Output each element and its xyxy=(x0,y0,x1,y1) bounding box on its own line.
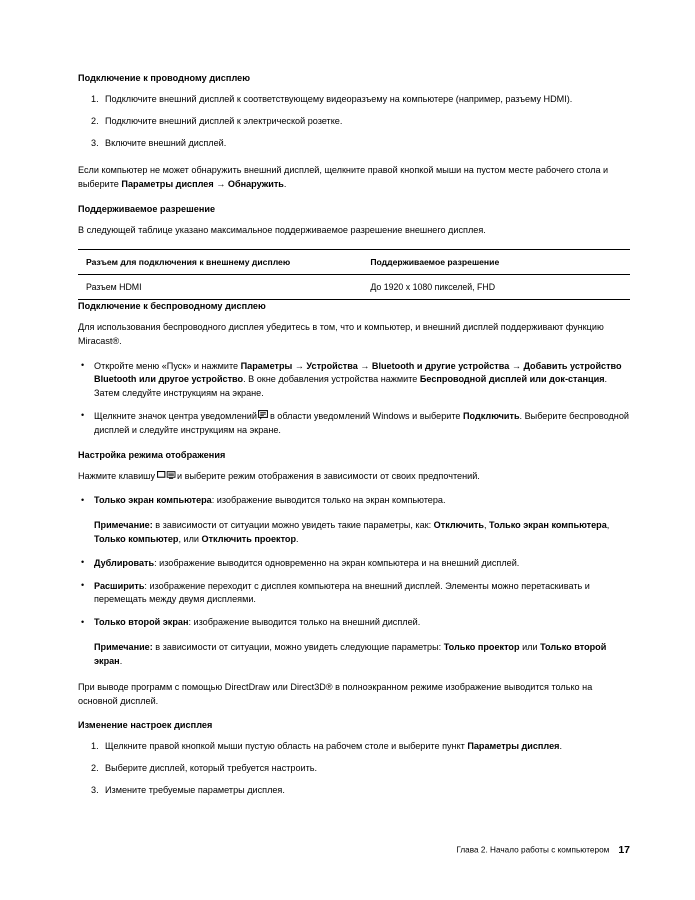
list-item xyxy=(78,762,630,776)
footer-chapter-label: Глава 2. Начало работы с компьютером xyxy=(456,845,610,855)
note-label: Примечание: xyxy=(94,642,153,653)
step-text: Выберите дисплей, который требуется настроить. xyxy=(105,763,318,774)
page-footer xyxy=(78,844,630,858)
text-fragment: Нажмите клавишу xyxy=(78,470,156,481)
text-bold: Расширить xyxy=(94,580,145,591)
table-cell: До 1920 x 1080 пикселей, FHD xyxy=(362,274,630,299)
text-bold: Только экран компьютера xyxy=(94,495,212,506)
table-header-row xyxy=(78,249,630,274)
text-bold: Только экран компьютера xyxy=(489,520,607,531)
text-fragment: , или xyxy=(178,534,202,544)
text-fragment: в области уведомлений Windows и выберите xyxy=(269,410,464,421)
text-fragment: и выберите режим отображения в зависимости от своих предпочтений. xyxy=(177,470,480,481)
text-fragment: . xyxy=(283,179,287,190)
list-item xyxy=(78,360,630,401)
text-bold: Отключить проектор xyxy=(201,534,297,544)
text-fragment: : изображение выводится одновременно на экран компьютера и на внешний дисплей. xyxy=(154,557,520,568)
text-fragment: , xyxy=(483,520,490,531)
wireless-display-bullets xyxy=(78,360,630,438)
text-fragment: . xyxy=(119,655,123,666)
text-fragment: в зависимости от ситуации, можно увидеть следующие параметры: xyxy=(152,642,444,653)
note-label: Примечание: xyxy=(94,520,153,531)
text-bold: Подключить xyxy=(463,410,520,421)
list-item xyxy=(78,93,630,107)
text-bold: Только компьютер xyxy=(94,534,179,544)
text-bold: Только второй экран xyxy=(94,642,607,666)
wired-display-steps xyxy=(78,93,630,150)
list-item xyxy=(78,580,630,608)
text-bold: Только второй экран xyxy=(94,617,189,628)
display-mode-list xyxy=(78,494,630,508)
text-bold: Беспроводной дисплей или док-станция xyxy=(419,374,605,385)
text-fragment: или xyxy=(519,642,541,653)
step-text: Подключите внешний дисплей к соответствующему видеоразъему на компьютере (например, разъему HDMI). xyxy=(105,94,573,104)
list-item xyxy=(78,740,630,754)
text-fragment: . xyxy=(559,741,562,752)
table-cell: Разъем HDMI xyxy=(78,274,362,299)
text-fragment: Откройте меню «Пуск» и нажмите xyxy=(94,360,241,371)
heading-wired-display: Подключение к проводному дисплею xyxy=(78,73,251,83)
footer-page-number: 17 xyxy=(618,844,630,857)
text-fragment: . xyxy=(296,534,299,544)
page-content xyxy=(78,72,630,809)
text-fragment: Щелкните правой кнопкой мыши пустую область на рабочем столе и выберите пункт xyxy=(105,741,468,752)
table-column-header: Поддерживаемое разрешение xyxy=(362,249,630,274)
display-mode-list-continued xyxy=(78,557,630,630)
change-settings-steps xyxy=(78,740,630,797)
list-item xyxy=(78,784,630,798)
notification-center-icon xyxy=(258,410,268,420)
text-bold: Только проектор xyxy=(443,642,520,653)
text-fragment: . В окне добавления устройства нажмите xyxy=(243,374,420,385)
list-item xyxy=(78,494,630,508)
list-item xyxy=(78,410,630,438)
text-bold: Дублировать xyxy=(94,557,155,568)
text-fragment: , xyxy=(606,520,610,531)
display-mode-key-icon xyxy=(157,470,176,480)
list-item xyxy=(78,115,630,129)
text-fragment: в зависимости от ситуации можно увидеть такие параметры, как: xyxy=(152,520,434,531)
display-mode-note-1 xyxy=(78,519,630,547)
heading-supported-resolution: Поддерживаемое разрешение xyxy=(78,204,216,215)
text-bold: Отключить xyxy=(433,520,484,531)
heading-wireless-display: Подключение к беспроводному дисплею xyxy=(78,300,266,311)
resolution-intro: В следующей таблице указано максимальное поддерживаемое разрешение внешнего дисплея. xyxy=(78,225,486,236)
text-fragment: Если компьютер не может обнаружить внешний дисплей, щелкните правой кнопкой мыши на пустом месте рабочего стола и выберите xyxy=(78,165,609,190)
list-item xyxy=(78,137,630,151)
table-column-header: Разъем для подключения к внешнему дисплею xyxy=(78,249,362,274)
list-item xyxy=(78,557,630,571)
step-text: Включите внешний дисплей. xyxy=(105,137,227,148)
text-fragment: Щелкните значок центра уведомлений xyxy=(94,410,257,421)
text-fragment: . Выберите беспроводной дисплей и следуйте инструкциям на экране. xyxy=(94,410,629,435)
wired-display-note xyxy=(78,164,630,192)
text-fragment: : изображение выводится только на внешний дисплей. xyxy=(188,617,421,628)
directdraw-paragraph: При выводе программ с помощью DirectDraw или Direct3D® в полноэкранном режиме изображение выводится только на основной дисплей. xyxy=(78,681,593,706)
step-text: Измените требуемые параметры дисплея. xyxy=(105,784,285,795)
display-mode-intro xyxy=(78,470,630,484)
text-bold: Параметры дисплея xyxy=(467,741,560,752)
heading-change-display-settings: Изменение настроек дисплея xyxy=(78,720,213,731)
display-mode-note-2 xyxy=(78,641,630,669)
text-fragment: : изображение переходит с дисплея компьютера на внешний дисплей. Элементы можно перетаскивать и перемещать между двумя дисплеями. xyxy=(94,580,590,605)
wireless-intro: Для использования беспроводного дисплея убедитесь в том, что и компьютер, и внешний дисплей поддерживают функцию Miracast®. xyxy=(78,321,604,346)
list-item xyxy=(78,616,630,630)
text-bold: Параметры → Устройства → Bluetooth и другие устройства → Добавить устройство Bluetooth или другое устройство xyxy=(94,360,622,385)
table-row xyxy=(78,274,630,299)
supported-resolution-table xyxy=(78,249,630,300)
text-fragment: . Затем следуйте инструкциям на экране. xyxy=(94,374,608,399)
text-bold: Параметры дисплея → Обнаружить xyxy=(121,179,284,190)
heading-display-mode: Настройка режима отображения xyxy=(78,449,226,460)
text-fragment: : изображение выводится только на экран компьютера. xyxy=(211,495,446,506)
step-text: Подключите внешний дисплей к электрической розетке. xyxy=(105,115,343,126)
